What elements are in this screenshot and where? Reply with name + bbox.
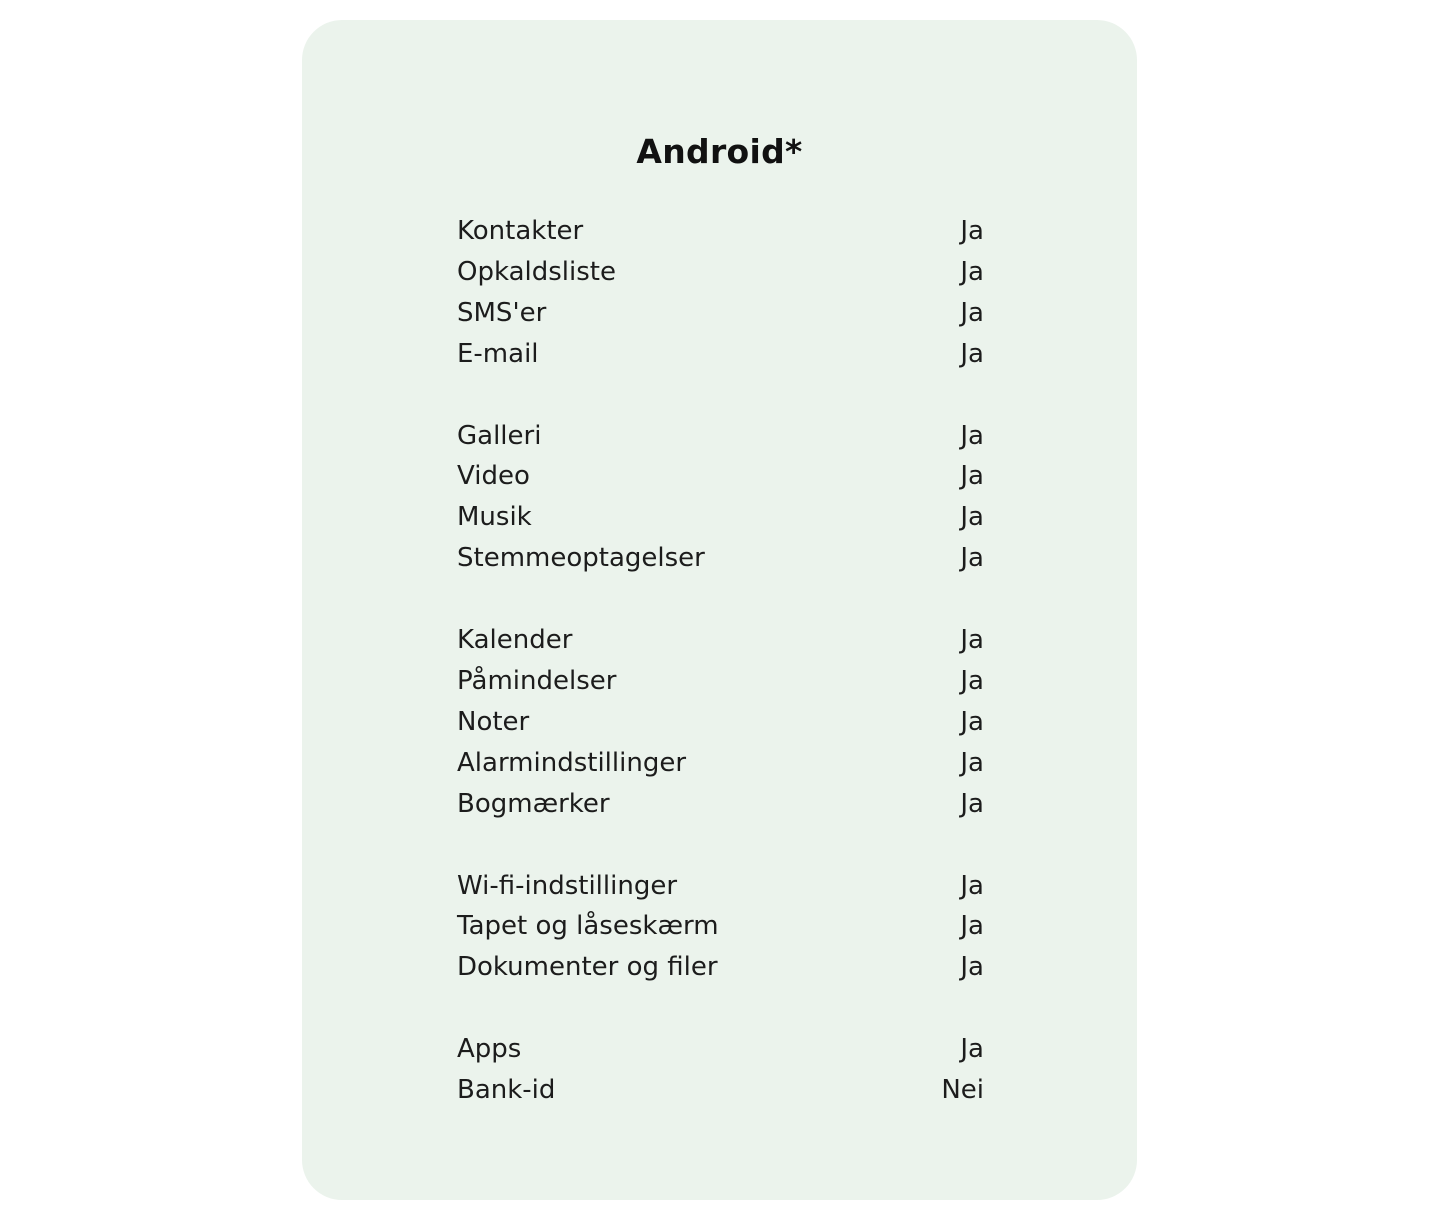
list-row [457,456,984,497]
list-row [457,293,984,334]
list-row [457,620,984,661]
row-value: Ja [960,543,984,574]
row-value: Ja [960,216,984,246]
list-row [457,661,984,702]
row-value: Ja [960,747,984,778]
list-row [457,1070,984,1111]
list-row [457,743,984,784]
row-value: Ja [960,502,984,533]
row-value: Ja [960,256,984,287]
group-settings [457,866,984,989]
list-row [457,1029,984,1070]
row-label: Dokumenter og filer [457,952,718,983]
row-label: Opkaldsliste [457,256,616,287]
row-label: Kontakter [457,216,584,246]
row-label: Bank-id [457,1075,556,1106]
row-value: Ja [960,666,984,697]
list-row [457,334,984,375]
row-label: Video [457,461,530,492]
row-value: Ja [960,952,984,983]
list-row [457,211,984,252]
row-value: Ja [960,1034,984,1065]
list-row [457,538,984,579]
row-label: E-mail [457,338,539,369]
list-row [457,416,984,457]
row-label: SMS'er [457,297,547,328]
row-label: Apps [457,1034,522,1065]
list-row [457,497,984,538]
row-value: Ja [960,625,984,656]
row-value: Ja [960,870,984,901]
group-communication [457,211,984,375]
row-label: Bogmærker [457,788,610,819]
row-label: Stemmeoptagelser [457,543,705,574]
card-title: Android* [636,132,803,171]
row-value: Ja [960,297,984,328]
row-value: Ja [960,420,984,451]
row-value: Ja [960,911,984,942]
row-label: Tapet og låseskærm [457,911,719,942]
row-label: Påmindelser [457,666,617,697]
row-value: Ja [960,338,984,369]
list-row [457,947,984,988]
group-apps [457,1029,984,1111]
row-label: Kalender [457,625,573,656]
list-row [457,252,984,293]
row-value: Ja [960,706,984,737]
group-organizer [457,620,984,824]
row-value: Ja [960,788,984,819]
row-value: Nei [941,1075,984,1106]
list-row [457,784,984,825]
list-row [457,866,984,907]
row-label: Alarmindstillinger [457,747,687,778]
row-label: Noter [457,706,530,737]
row-label: Galleri [457,420,542,451]
row-label: Musik [457,502,532,533]
row-label: Wi-fi-indstillinger [457,870,678,901]
list-row [457,906,984,947]
transfer-list [457,211,984,1152]
list-row [457,702,984,743]
group-media [457,416,984,580]
android-transfer-card [302,20,1137,1200]
row-value: Ja [960,461,984,492]
